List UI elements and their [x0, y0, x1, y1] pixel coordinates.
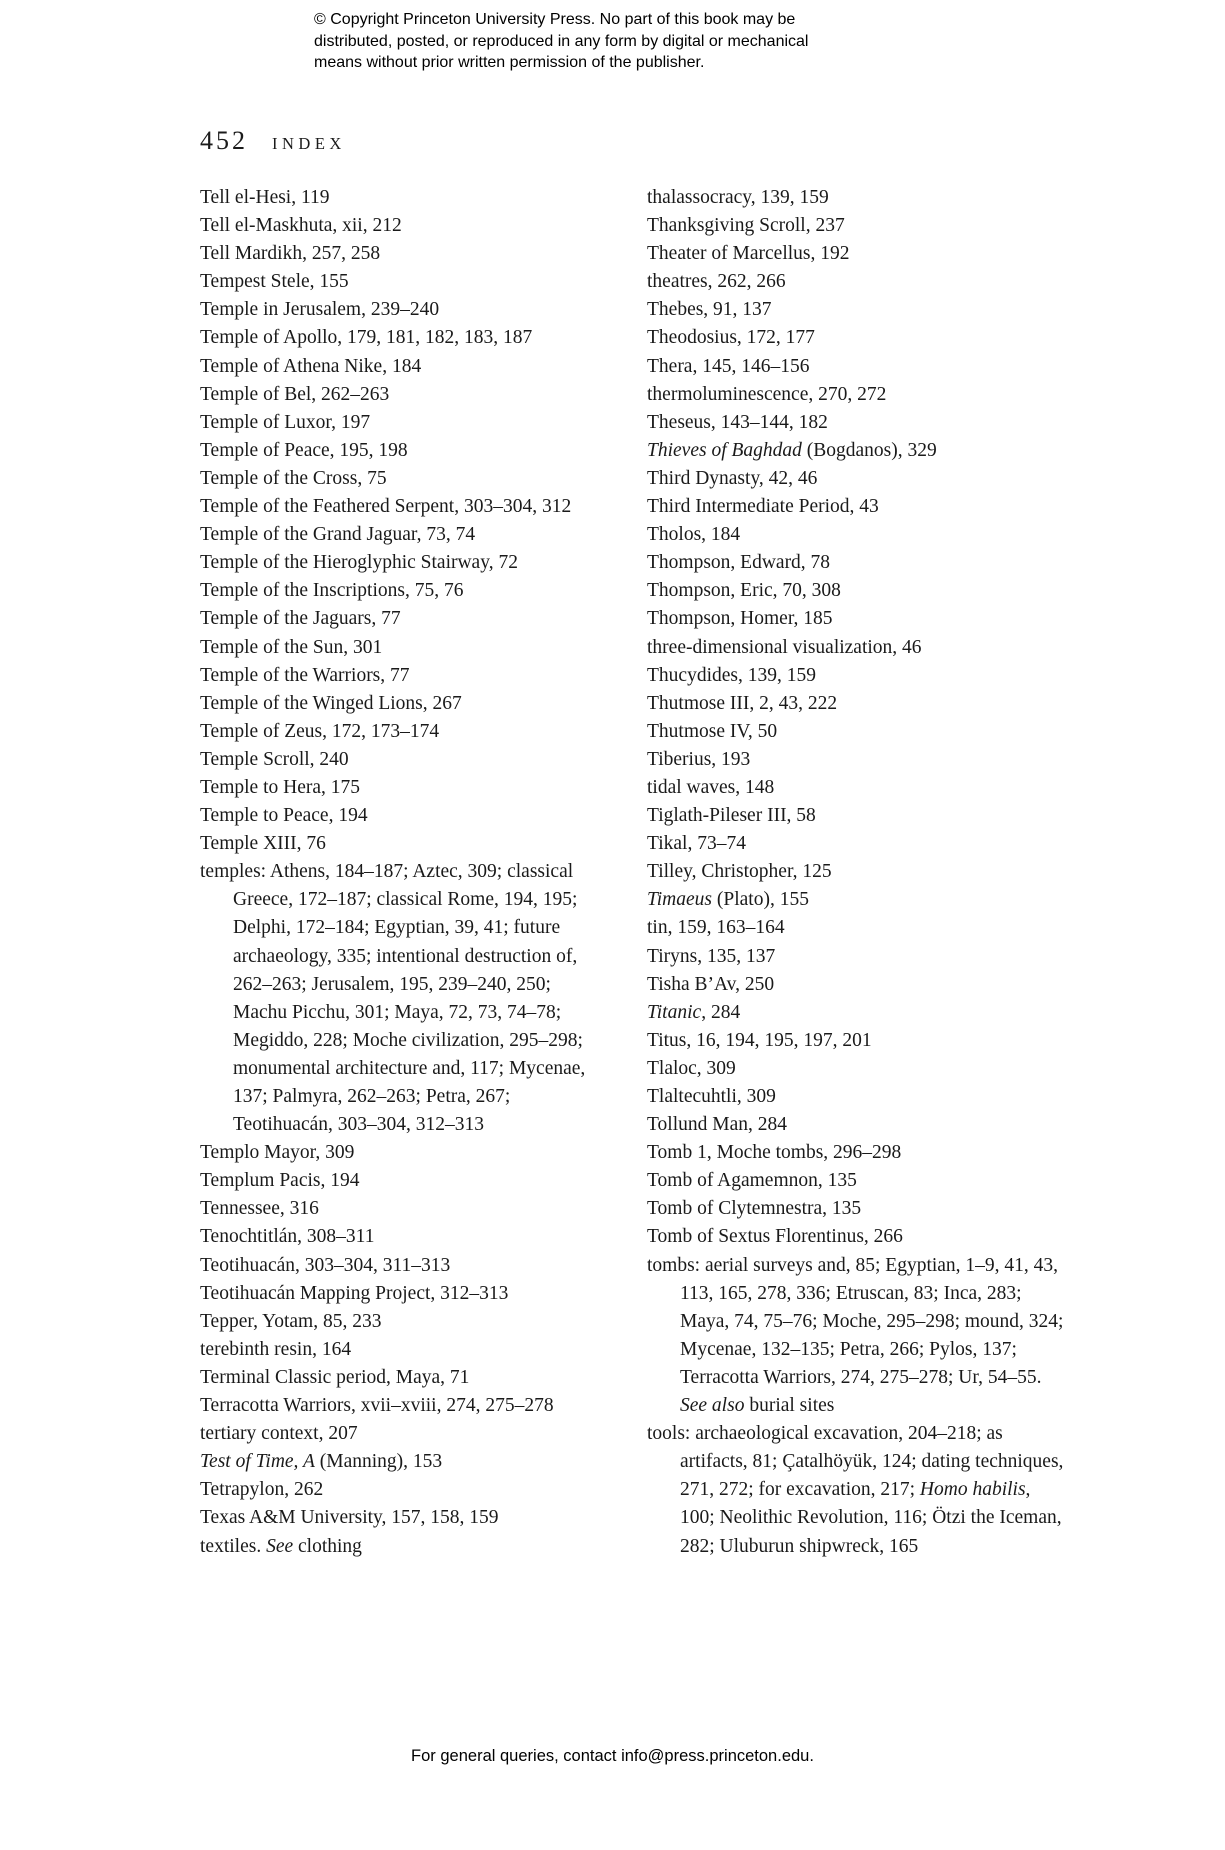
index-entry-text: Temple of the Grand Jaguar, 73, 74 [200, 524, 476, 546]
index-entry [200, 381, 602, 409]
index-entry [647, 914, 1065, 942]
index-entry-text: Templo Mayor, 309 [200, 1142, 355, 1164]
index-entry-text: Tilley, Christopher, 125 [647, 861, 832, 883]
index-entry-text: Teotihuacán Mapping Project, 312–313 [200, 1282, 509, 1304]
index-entry-text: Tlaltecuhtli, 309 [647, 1086, 776, 1107]
index-entry-text: Tomb 1, Moche tombs, 296–298 [647, 1142, 902, 1164]
index-entry [647, 268, 1065, 296]
index-entry-text: temples: Athens, 184–187; Aztec, 309; classical Greece, 172–187; classical Rome, 194, 195; Delphi, 172–184; Egyptian, 39, 41; future archaeology, 335; intentional destruction of, 262–263; Jerusalem, 195, 239–240, 250; Machu Picchu, 301; Maya, 72, 73, 74–78; Megiddo, 228; Moche civilization, 295–298; monumental architecture and, 117; Mycenae, 137; Palmyra, 262–263; Petra, 267; Teotihuacán, 303–304, 312–313 [200, 861, 586, 1136]
index-entry-text: tombs: aerial surveys and, 85; Egyptian, 1–9, 41, 43, 113, 165, 278, 336; Etruscan, 83; Inca, 283; Maya, 74, 75–76; Moche, 295–298; mound, 324; Mycenae, 132–135; Petra, 266; Pylos, 137; Terracotta Warriors, 274, 275–278; Ur, 54–55. [647, 1254, 1064, 1388]
copyright-notice [314, 9, 808, 74]
index-entry [647, 1167, 1065, 1195]
index-entry [200, 1167, 602, 1195]
index-entry-italic-text: Homo habilis [919, 1479, 1026, 1501]
index-entry [200, 324, 602, 352]
index-entry-text: clothing [293, 1535, 362, 1557]
index-entry-text: Thucydides, 139, 159 [647, 664, 816, 686]
index-entry-text: Thera, 145, 146–156 [647, 355, 810, 377]
index-entry [647, 409, 1065, 437]
index-entry-text: Tetrapylon, 262 [200, 1479, 324, 1501]
index-entry [647, 184, 1065, 212]
index-entry-text: Temple of the Jaguars, 77 [200, 608, 401, 630]
index-entry-text: Third Dynasty, 42, 46 [647, 467, 818, 489]
index-entry [200, 1336, 602, 1364]
index-entry [200, 184, 602, 212]
index-entry-text: theatres, 262, 266 [647, 271, 786, 293]
index-entry [647, 690, 1065, 718]
index-entry-text: Temple of the Feathered Serpent, 303–304, 312 [200, 496, 572, 518]
index-entry-text: Tikal, 73–74 [647, 833, 746, 855]
index-entry [200, 830, 602, 858]
index-entry-text: Temple of Peace, 195, 198 [200, 439, 408, 461]
index-entry-text: Tell Mardikh, 257, 258 [200, 243, 381, 265]
index-entry-text: Terracotta Warriors, xvii–xviii, 274, 275–278 [200, 1395, 554, 1417]
index-column-right [647, 184, 1065, 1561]
index-entry [200, 493, 602, 521]
index-entry-text: Thutmose III, 2, 43, 222 [647, 692, 838, 714]
index-entry-text: Temple of the Hieroglyphic Stairway, 72 [200, 552, 518, 574]
index-entry [647, 943, 1065, 971]
page-number: 452 [200, 126, 248, 155]
index-entry-text: Temple XIII, 76 [200, 833, 326, 855]
index-entry [200, 437, 602, 465]
index-entry-text: Templum Pacis, 194 [200, 1170, 360, 1192]
index-entry-text: Tiryns, 135, 137 [647, 945, 776, 967]
copyright-line: © Copyright Princeton University Press. No part of this book may be [314, 11, 796, 28]
index-entry [200, 1420, 602, 1448]
index-entry-text: Terminal Classic period, Maya, 71 [200, 1366, 470, 1388]
index-entry-text: Tell el-Hesi, 119 [200, 187, 330, 208]
index-entry-italic-text: Timaeus [647, 889, 713, 911]
index-entry [200, 577, 602, 605]
index-entry [647, 1223, 1065, 1251]
index-entry-text: , 100; Neolithic Revolution, 116; Ötzi the Iceman, 282; Uluburun shipwreck, 165 [680, 1479, 1062, 1557]
index-entry-text: Tempest Stele, 155 [200, 271, 349, 293]
index-entry [200, 605, 602, 633]
index-entry [647, 1083, 1065, 1111]
index-entry [647, 1420, 1065, 1560]
index-entry [200, 465, 602, 493]
index-entry-text: Temple of the Winged Lions, 267 [200, 692, 462, 714]
index-entry-text: burial sites [744, 1395, 835, 1417]
index-entry [647, 1195, 1065, 1223]
index-entry-italic-text: Test of Time, A [200, 1451, 315, 1473]
index-entry [647, 1111, 1065, 1139]
index-entry-text: Tennessee, 316 [200, 1198, 319, 1220]
page-header [200, 126, 346, 156]
index-entry [200, 268, 602, 296]
index-entry-text: Tlaloc, 309 [647, 1057, 736, 1079]
index-entry [647, 999, 1065, 1027]
index-entry-text: Temple to Hera, 175 [200, 776, 360, 798]
index-entry-italic-text: Thieves of Baghdad [647, 439, 802, 461]
index-entry [200, 746, 602, 774]
index-entry-text: Third Intermediate Period, 43 [647, 496, 879, 518]
index-entry [200, 690, 602, 718]
index-entry-text: three-dimensional visualization, 46 [647, 636, 922, 658]
index-entry-text: Temple in Jerusalem, 239–240 [200, 299, 440, 321]
index-entry [647, 634, 1065, 662]
index-entry [647, 577, 1065, 605]
index-entry-text: tools: archaeological excavation, 204–218; as artifacts, 81; Çatalhöyük, 124; dating techniques, 271, 272; for excavation, 217; [647, 1423, 1064, 1501]
index-entry-text: Tomb of Sextus Florentinus, 266 [647, 1226, 903, 1248]
index-entry [647, 493, 1065, 521]
index-entry-text: Temple to Peace, 194 [200, 805, 368, 827]
index-entry-text: tertiary context, 207 [200, 1423, 358, 1445]
index-entry-text: Temple of the Warriors, 77 [200, 664, 410, 686]
index-entry-text: (Manning), 153 [314, 1451, 443, 1473]
index-entry [200, 1392, 602, 1420]
index-entry [200, 212, 602, 240]
index-entry-text: Teotihuacán, 303–304, 311–313 [200, 1254, 451, 1276]
index-entry-text: Thompson, Eric, 70, 308 [647, 580, 841, 602]
index-entry [200, 1223, 602, 1251]
index-entry [200, 1504, 602, 1532]
index-entry [647, 746, 1065, 774]
index-entry [200, 521, 602, 549]
index-entry-text: Tepper, Yotam, 85, 233 [200, 1310, 382, 1332]
index-entry-text: Temple of the Sun, 301 [200, 636, 383, 658]
index-entry-text: Tenochtitlán, 308–311 [200, 1226, 375, 1248]
index-entry [647, 353, 1065, 381]
index-entry [200, 802, 602, 830]
index-entry-text: Temple of Zeus, 172, 173–174 [200, 720, 440, 742]
index-entry [200, 1308, 602, 1336]
index-entry-text: Temple of the Cross, 75 [200, 467, 387, 489]
index-entry-text: tin, 159, 163–164 [647, 917, 785, 939]
index-entry [647, 830, 1065, 858]
index-entry-text: Tisha B’Av, 250 [647, 973, 775, 995]
index-entry [647, 465, 1065, 493]
index-entry-text: Tell el-Maskhuta, xii, 212 [200, 215, 402, 237]
index-entry-text: Temple of Athena Nike, 184 [200, 355, 422, 377]
index-entry [200, 634, 602, 662]
index-entry [200, 1364, 602, 1392]
index-entry [200, 549, 602, 577]
index-entry [647, 1139, 1065, 1167]
footer-queries-note: For general queries, contact info@press.princeton.edu. [411, 1747, 814, 1765]
index-entry-text: Titus, 16, 194, 195, 197, 201 [647, 1029, 872, 1051]
index-entry-text: Tholos, 184 [647, 524, 741, 546]
index-entry [200, 1476, 602, 1504]
index-entry [647, 1252, 1065, 1421]
index-entry [200, 1195, 602, 1223]
index-entry-text: tidal waves, 148 [647, 776, 775, 798]
index-entry [200, 774, 602, 802]
index-entry [647, 802, 1065, 830]
index-entry-text: Temple of Apollo, 179, 181, 182, 183, 187 [200, 327, 533, 349]
index-entry-text: Temple of Bel, 262–263 [200, 383, 390, 405]
index-entry-text: thermoluminescence, 270, 272 [647, 383, 887, 405]
index-entry [647, 296, 1065, 324]
index-entry-italic-text: Titanic [647, 1001, 702, 1023]
index-entry-text: Theater of Marcellus, 192 [647, 243, 850, 265]
index-entry [200, 1448, 602, 1476]
index-entry-text: , 284 [701, 1001, 741, 1023]
index-entry [200, 240, 602, 268]
index-entry [647, 521, 1065, 549]
index-entry-text: Thutmose IV, 50 [647, 720, 778, 742]
index-entry-text: (Plato), 155 [712, 889, 809, 911]
index-entry [647, 971, 1065, 999]
index-entry-italic-text: See also [680, 1395, 745, 1417]
copyright-line: means without prior written permission of the publisher. [314, 54, 705, 71]
index-entry-text: (Bogdanos), 329 [801, 439, 937, 461]
index-entry [200, 353, 602, 381]
index-entry-text: terebinth resin, 164 [200, 1338, 352, 1360]
index-entry [200, 718, 602, 746]
index-entry [200, 1252, 602, 1280]
index-entry [647, 212, 1065, 240]
index-entry [647, 324, 1065, 352]
index-entry-text: thalassocracy, 139, 159 [647, 187, 829, 208]
index-entry [200, 1139, 602, 1167]
index-entry-italic-text: See [266, 1535, 294, 1557]
index-entry [200, 858, 602, 1139]
index-entry-text: Tollund Man, 284 [647, 1114, 788, 1136]
index-entry-text: Thompson, Homer, 185 [647, 608, 833, 630]
index-entry-text: Tiglath-Pileser III, 58 [647, 805, 816, 827]
index-column-left [200, 184, 602, 1561]
index-entry-text: Thompson, Edward, 78 [647, 552, 831, 574]
index-entry [647, 549, 1065, 577]
index-entry-text: Temple of Luxor, 197 [200, 411, 371, 433]
index-entry [200, 1533, 602, 1561]
index-entry [200, 296, 602, 324]
index-entry-text: Tomb of Clytemnestra, 135 [647, 1198, 862, 1220]
index-entry-text: Tiberius, 193 [647, 748, 751, 770]
index-entry [647, 605, 1065, 633]
index-entry [647, 437, 1065, 465]
index-entry [200, 409, 602, 437]
index-entry [647, 1027, 1065, 1055]
index-entry-text: Temple Scroll, 240 [200, 748, 349, 770]
index-entry-text: Theseus, 143–144, 182 [647, 411, 828, 433]
index-entry [200, 662, 602, 690]
index-entry [647, 858, 1065, 886]
index-entry-text: Texas A&M University, 157, 158, 159 [200, 1507, 499, 1529]
index-entry [647, 886, 1065, 914]
index-entry [647, 718, 1065, 746]
index-entry [647, 240, 1065, 268]
index-entry-text: textiles. [200, 1535, 267, 1557]
index-entry [647, 381, 1065, 409]
index-entry [647, 1055, 1065, 1083]
index-entry-text: Thebes, 91, 137 [647, 299, 772, 321]
index-entry-text: Tomb of Agamemnon, 135 [647, 1170, 857, 1192]
index-entry-text: Thanksgiving Scroll, 237 [647, 215, 845, 237]
index-entry [647, 662, 1065, 690]
index-entry [200, 1280, 602, 1308]
index-entry-text: Theodosius, 172, 177 [647, 327, 815, 349]
index-entry [647, 774, 1065, 802]
copyright-line: distributed, posted, or reproduced in any form by digital or mechanical [314, 32, 809, 50]
index-entry-text: Temple of the Inscriptions, 75, 76 [200, 580, 464, 602]
section-title: INDEX [272, 134, 346, 153]
